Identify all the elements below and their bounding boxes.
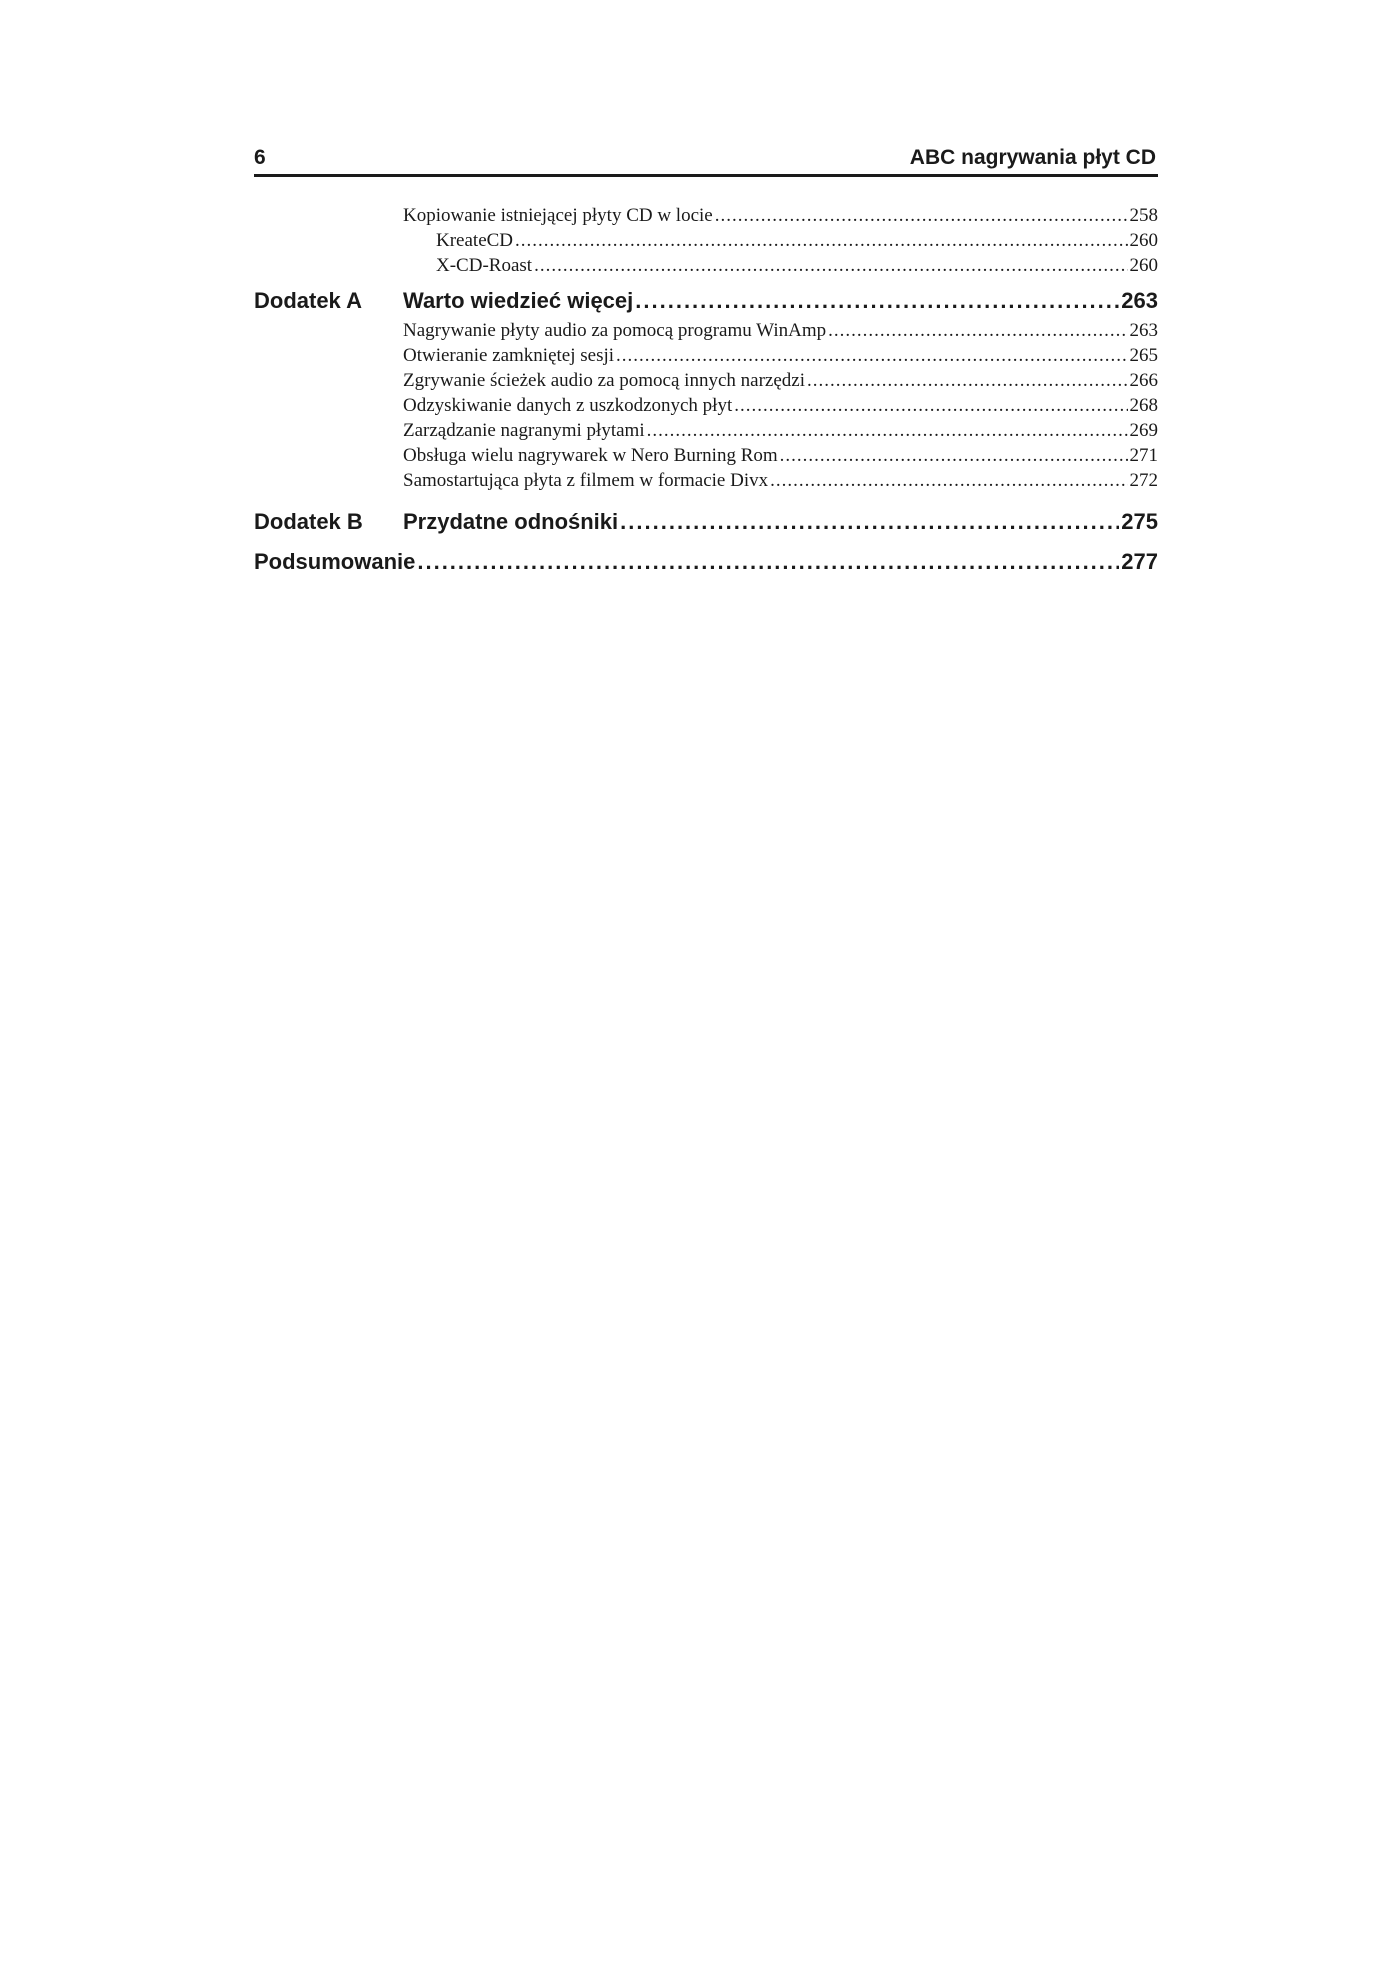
- toc-entry: [436, 228, 1158, 253]
- toc-entry: [403, 468, 1158, 493]
- dot-leader: [780, 443, 1128, 468]
- toc-entry-page: 271: [1129, 445, 1158, 466]
- appendix-title: Warto wiedzieć więcej: [403, 288, 634, 313]
- dot-leader: [620, 505, 1119, 539]
- dot-leader: [770, 468, 1127, 493]
- toc-entry-page: 260: [1129, 255, 1158, 276]
- dot-leader: [515, 228, 1127, 253]
- toc-entry-page: 269: [1129, 420, 1158, 441]
- dot-leader: [828, 318, 1127, 343]
- toc-entry-label: KreateCD: [436, 230, 514, 251]
- toc-entry-page: 258: [1129, 205, 1158, 226]
- dot-leader: [417, 545, 1119, 579]
- appendix-title: Przydatne odnośniki: [403, 509, 619, 534]
- toc-entry-page: 260: [1129, 230, 1158, 251]
- toc-entry-page: 263: [1129, 320, 1158, 341]
- book-title: ABC nagrywania płyt CD: [909, 146, 1156, 169]
- toc-entry-label: Obsługa wielu nagrywarek w Nero Burning Rom: [403, 445, 778, 466]
- dot-leader: [635, 284, 1119, 318]
- toc-entry: [403, 203, 1158, 228]
- appendix-page: 275: [1121, 509, 1158, 534]
- toc-appendix-b: [254, 505, 1158, 539]
- toc-entry: [403, 393, 1158, 418]
- toc-entry: [403, 368, 1158, 393]
- toc-entry-page: 265: [1129, 345, 1158, 366]
- toc-entry: [403, 443, 1158, 468]
- toc-entry-page: 266: [1129, 370, 1158, 391]
- dot-leader: [647, 418, 1128, 443]
- running-head: [254, 140, 1158, 177]
- summary-page: 277: [1121, 549, 1158, 574]
- dot-leader: [534, 253, 1127, 278]
- toc-entry: [436, 253, 1158, 278]
- toc-entry-page: 268: [1129, 395, 1158, 416]
- dot-leader: [715, 203, 1128, 228]
- toc-entry-label: Zarządzanie nagranymi płytami: [403, 420, 645, 441]
- toc-summary: [254, 545, 1158, 579]
- toc-entry-page: 272: [1129, 470, 1158, 491]
- toc-entry-label: Zgrywanie ścieżek audio za pomocą innych narzędzi: [403, 370, 805, 391]
- toc-entry-label: Otwieranie zamkniętej sesji: [403, 345, 615, 366]
- appendix-tag: Dodatek A: [254, 288, 362, 313]
- dot-leader: [734, 393, 1127, 418]
- toc-entry: [403, 318, 1158, 343]
- toc-entry: [403, 418, 1158, 443]
- toc-entry-label: Kopiowanie istniejącej płyty CD w locie: [403, 205, 713, 226]
- dot-leader: [807, 368, 1128, 393]
- toc-appendix-a: [254, 284, 1158, 318]
- appendix-tag: Dodatek B: [254, 509, 363, 534]
- toc-entry-label: Odzyskiwanie danych z uszkodzonych płyt: [403, 395, 733, 416]
- toc-entry: [403, 343, 1158, 368]
- toc-entry-label: Samostartująca płyta z filmem w formacie Divx: [403, 470, 769, 491]
- toc-entry-label: Nagrywanie płyty audio za pomocą programu WinAmp: [403, 320, 827, 341]
- toc-entry-label: X-CD-Roast: [436, 255, 533, 276]
- dot-leader: [616, 343, 1127, 368]
- summary-title: Podsumowanie: [254, 549, 416, 574]
- appendix-page: 263: [1121, 288, 1158, 313]
- page-number: 6: [254, 146, 266, 169]
- table-of-contents: [254, 203, 1158, 579]
